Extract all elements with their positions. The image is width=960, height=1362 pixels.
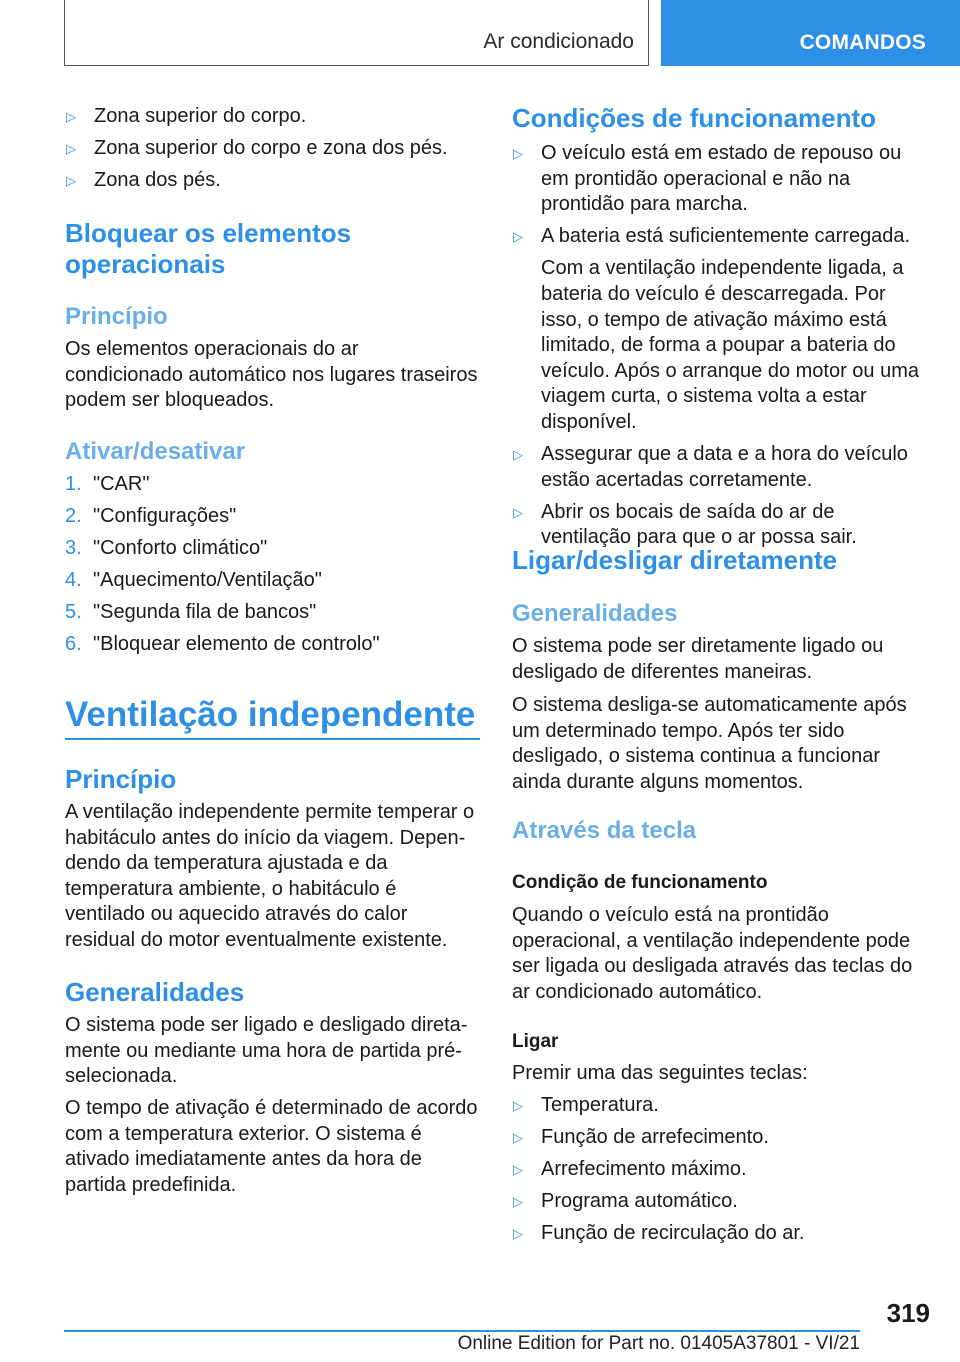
- header-chapter-tab: [661, 0, 960, 66]
- general-heading: Generalidades: [65, 977, 245, 1007]
- header-chapter-label: COMANDOS: [799, 31, 926, 54]
- triangle-bullet-icon: ▷: [66, 141, 76, 157]
- direct-general-text-1: O sistema pode ser diretamente ligado ou desligado de diferentes maneiras.: [512, 635, 884, 683]
- list-item: 5. "Segunda fila de bancos": [65, 601, 317, 624]
- triangle-bullet-icon: ▷: [513, 504, 523, 520]
- list-item: ▷ Zona superior do corpo e zona dos pés.: [65, 136, 480, 162]
- list-item: ▷ Função de arrefecimento.: [512, 1125, 927, 1151]
- steps-list: [65, 472, 480, 658]
- list-item: ▷ Zona superior do corpo.: [65, 104, 480, 130]
- key-condition-heading: Condição de funcionamento: [512, 872, 768, 893]
- list-item: 4. "Aquecimento/Ventilação": [65, 569, 322, 592]
- lock-heading: Bloquear os elementos operacionais: [65, 218, 352, 279]
- lock-principle-text: Os elementos operacionais do ar condicionado automático nos lugares traseiros podem ser bloqueados.: [65, 338, 478, 412]
- conditions-list: [512, 141, 927, 551]
- key-heading: Através da tecla: [512, 817, 697, 844]
- footer-edition: [64, 1333, 860, 1355]
- list-item: ▷ Zona dos pés.: [65, 168, 480, 194]
- page-number: 319: [886, 1298, 930, 1328]
- general-text-2: O tempo de ativação é determinado de acordo com a temperatura exterior. O sistema é ativado imediatamente antes da hora de partida predefinida.: [65, 1097, 478, 1196]
- lock-principle-heading: Princípio: [65, 303, 168, 330]
- triangle-bullet-icon: ▷: [513, 1098, 523, 1113]
- list-item: ▷ Assegurar que a data e a hora do veículo estão acertadas corretamente.: [512, 442, 927, 493]
- header-section-tab: [64, 0, 649, 66]
- triangle-bullet-icon: ▷: [513, 146, 523, 161]
- vent-principle-heading: Princípio: [65, 764, 177, 794]
- triangle-bullet-icon: ▷: [513, 1162, 523, 1178]
- battery-note: Com a ventilação independente ligada, a bateria do veículo é descarregada. Por isso, o tempo de ativação máximo está limitado, de forma a poupar a bateria do veículo. Após o arranque do motor ou uma viagem curta, o sistema volta a estar disponível.: [541, 257, 920, 433]
- list-item: 3. "Conforto climático": [65, 537, 268, 560]
- list-item: 2. "Configurações": [65, 505, 237, 528]
- direct-general-text-2: O sistema desliga-se automaticamente após um determinado tempo. Após ter sido desligado, o sistema continua a funcionar ainda durante alguns momentos.: [512, 694, 907, 793]
- list-item: ▷ Temperatura.: [512, 1093, 927, 1119]
- on-heading: Ligar: [512, 1031, 559, 1052]
- ventilation-heading: Ventilação independente: [65, 695, 476, 734]
- triangle-bullet-icon: ▷: [66, 173, 76, 189]
- general-text-1: O sistema pode ser ligado e desligado diretamente ou mediante uma hora de partida pré-selecionada.: [65, 1014, 468, 1088]
- footer-rule: [64, 1330, 860, 1332]
- triangle-bullet-icon: ▷: [513, 1194, 523, 1210]
- direct-heading: Ligar/desligar diretamente: [512, 545, 838, 575]
- triangle-bullet-icon: ▷: [513, 229, 523, 245]
- list-item: ▷ A bateria está suficientemente carregada.: [512, 224, 927, 250]
- list-item: ▷ O veículo está em estado de repouso ou em prontidão operacional e não na prontidão para marcha.: [512, 141, 927, 218]
- list-item: ▷ Função de recirculação do ar.: [512, 1221, 927, 1247]
- zone-list: [65, 104, 480, 194]
- toggle-heading: Ativar/desativar: [65, 438, 246, 465]
- conditions-heading: Condições de funcionamento: [512, 103, 877, 133]
- footer-edition-text: Online Edition for Part no. 01405A37801 - VI/21: [457, 1333, 860, 1354]
- triangle-bullet-icon: ▷: [513, 1226, 523, 1242]
- heading-rule: [65, 738, 480, 740]
- key-condition-text: Quando o veículo está na prontidão operacional, a ventilação independente pode ser ligada ou desligada através das teclas do ar condicionado automático.: [512, 904, 913, 1003]
- triangle-bullet-icon: ▷: [66, 109, 76, 124]
- header-section-label: Ar condicionado: [483, 30, 634, 53]
- list-item: 6. "Bloquear elemento de controlo": [65, 633, 380, 656]
- keys-list: [512, 1093, 927, 1247]
- on-text: Premir uma das seguintes teclas:: [512, 1062, 808, 1084]
- direct-general-heading: Generalidades: [512, 600, 678, 627]
- list-item: 1. "CAR": [65, 473, 150, 495]
- list-item: ▷ Programa automático.: [512, 1189, 927, 1215]
- vent-principle-text: A ventilação independente permite temperar o habitáculo antes do início da viagem. Dependendo da temperatura ajustada e da temperatura ambiente, o habitáculo é ventilado ou aquecido através do calor residual do motor eventualmente existente.: [65, 801, 475, 951]
- list-item: ▷ Arrefecimento máximo.: [512, 1157, 927, 1183]
- triangle-bullet-icon: ▷: [513, 1130, 523, 1146]
- triangle-bullet-icon: ▷: [513, 447, 523, 463]
- list-item: ▷ Abrir os bocais de saída do ar de ventilação para que o ar possa sair.: [512, 500, 927, 551]
